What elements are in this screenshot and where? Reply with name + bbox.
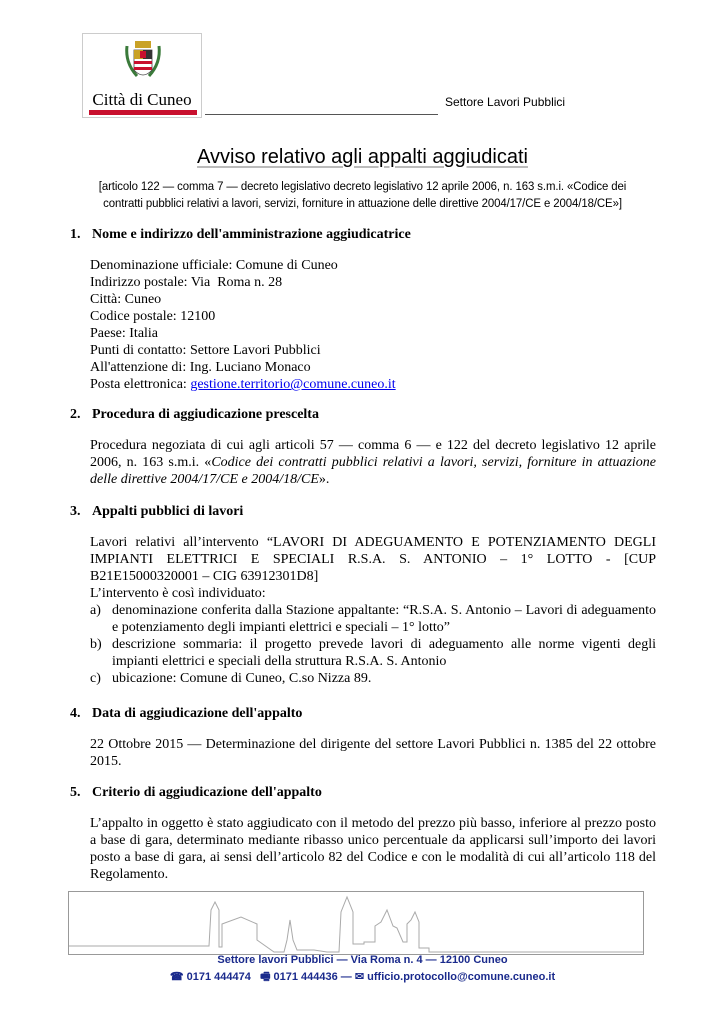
coat-of-arms-icon: [123, 38, 163, 88]
section-title: Criterio di aggiudicazione dell'appalto: [92, 785, 322, 800]
section-number: 2.: [70, 407, 81, 422]
section-title: Appalti pubblici di lavori: [92, 504, 244, 519]
text-line: Codice postale: 12100: [90, 309, 216, 324]
section-3-body: [90, 534, 656, 687]
text-line: All'attenzione di: Ing. Luciano Monaco: [90, 360, 311, 375]
intro-text: Lavori relativi all’intervento “LAVORI DI ADEGUAMENTO E POTENZIAMENTO DEGLI IMPIANTI ELETTRICI E SPECIALI R.S.A. S. ANTONIO – 1° LOTTO - [CUP B21E15000320001 – CIG 63912301D8]: [90, 535, 656, 584]
footer-address: Settore lavori Pubblici — Via Roma n. 4 — 12100 Cuneo: [217, 954, 508, 966]
footer-phone: 0171 444474: [186, 971, 251, 983]
text-line: Città: Cuneo: [90, 292, 162, 307]
logo-bar: [89, 110, 197, 115]
list-item: [90, 602, 656, 636]
text-line: Punti di contatto: Settore Lavori Pubblici: [90, 343, 321, 358]
text-line: Denominazione ufficiale: Comune di Cuneo: [90, 258, 338, 273]
section-1-heading: [70, 227, 411, 243]
footer-skyline-box: [68, 891, 644, 955]
footer-email[interactable]: ufficio.protocollo@comune.cuneo.it: [367, 971, 556, 983]
list-text: descrizione sommaria: il progetto prevede lavori di adeguamento alle norme vigenti degli impianti elettrici e speciali della struttura R.S.A. S. Antonio: [112, 637, 656, 669]
footer-fax: 0171 444436 —: [273, 971, 352, 983]
logo-text: Città di Cuneo: [92, 90, 192, 109]
section-1-body: [90, 257, 656, 393]
section-5-heading: [70, 785, 322, 801]
section-5-body: L’appalto in oggetto è stato aggiudicato con il metodo del prezzo più basso, inferiore al prezzo posto a base di gara, determinato mediante ribasso unico percentuale da applicarsi sull’importo dei lavori posto a base di gara, ai sensi dell’articolo 82 del Codice e con le modalità di cui all’articolo 118 del Regolamento.: [90, 816, 656, 882]
section-title: Procedura di aggiudicazione prescelta: [92, 407, 319, 422]
section-number: 5.: [70, 785, 81, 800]
list-marker: c): [90, 671, 101, 686]
email-link[interactable]: gestione.territorio@comune.cuneo.it: [190, 377, 396, 392]
header-divider: [205, 114, 438, 115]
section-title: Nome e indirizzo dell'amministrazione aggiudicatrice: [92, 227, 411, 242]
sector-label: Settore Lavori Pubblici: [445, 95, 566, 109]
section-4-heading: [70, 706, 302, 722]
text-line: [90, 376, 656, 393]
phone-icon: ☎: [169, 971, 184, 983]
section-2-body: [90, 437, 656, 488]
fax-icon: 🖷: [260, 971, 271, 983]
section-number: 4.: [70, 706, 81, 721]
section-number: 1.: [70, 227, 81, 242]
footer-contacts: [0, 968, 725, 987]
section-2-heading: [70, 407, 319, 423]
email-icon: ✉: [354, 971, 365, 983]
email-label: Posta elettronica:: [90, 377, 191, 392]
list-item: [90, 670, 656, 687]
section-title: Data di aggiudicazione dell'appalto: [92, 706, 303, 721]
city-logo: [82, 33, 202, 118]
list-marker: b): [90, 637, 102, 652]
text: ».: [318, 472, 330, 487]
section-3-heading: [70, 504, 243, 520]
list-marker: a): [90, 603, 101, 618]
list-text: denominazione conferita dalla Stazione appaltante: “R.S.A. S. Antonio – Lavori di adeguamento e potenziamento degli impianti elettrici e speciali – 1° lotto”: [112, 603, 656, 635]
italic-text: Codice dei contratti pubblici relativi a lavori, servizi, forniture in attuazione delle direttive 2004/17/CE e 2004/18/CE: [90, 455, 656, 487]
text: Procedura negoziata di cui agli articoli 57 — comma 6 — e 122 del decreto legislativo 12 aprile 2006, n. 163 s.m.i. «: [90, 438, 656, 470]
text-line: Paese: Italia: [90, 326, 159, 341]
list-text: ubicazione: Comune di Cuneo, C.so Nizza 89.: [112, 671, 372, 686]
page-title: Avviso relativo agli appalti aggiudicati: [197, 146, 528, 168]
text-line: Indirizzo postale: Via Roma n. 28: [90, 275, 283, 290]
lead-text: L’intervento è così individuato:: [90, 586, 266, 601]
subtitle: [articolo 122 — comma 7 — decreto legislativo decreto legislativo 12 aprile 2006, n. 163 s.m.i. «Codice dei contratti pubblici relativi a lavori, servizi, forniture in attuazione delle direttive 2004/17/CE e 2004/18/CE»]: [98, 179, 627, 210]
section-4-body: 22 Ottobre 2015 — Determinazione del dirigente del settore Lavori Pubblici n. 1385 del 22 ottobre 2015.: [90, 737, 656, 769]
list-item: [90, 636, 656, 670]
city-skyline-icon: [69, 892, 643, 954]
section-number: 3.: [70, 504, 81, 519]
